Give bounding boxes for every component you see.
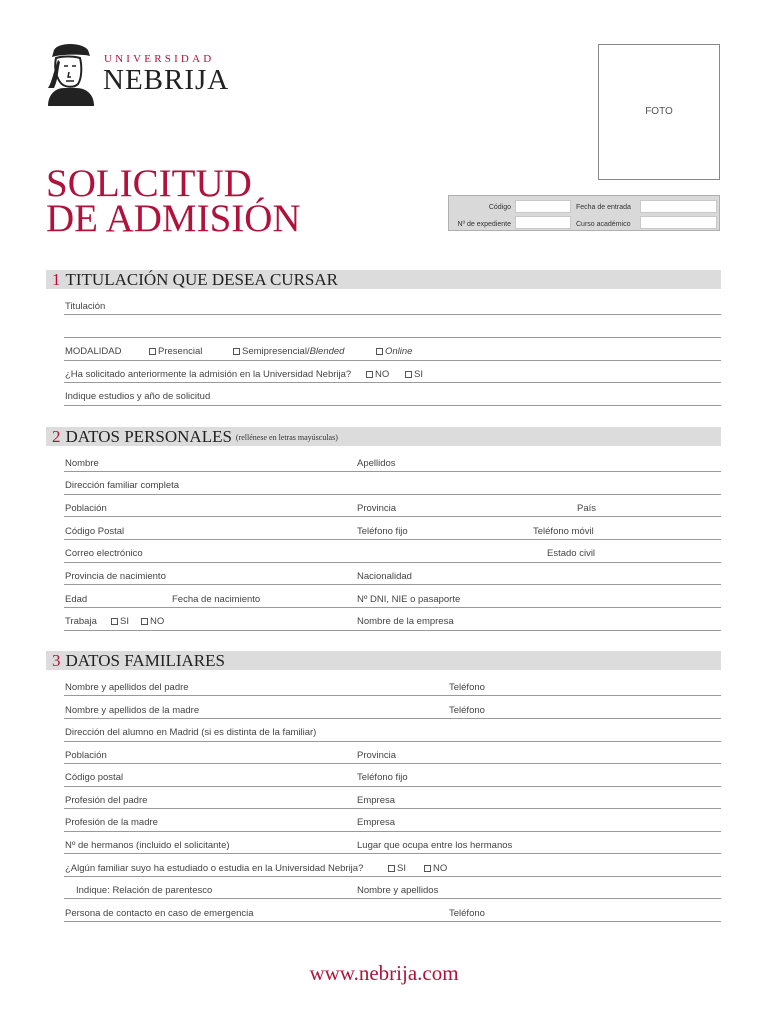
checkbox[interactable] bbox=[388, 865, 395, 872]
pais-label: País bbox=[577, 503, 597, 514]
website-url[interactable]: www.nebrija.com bbox=[309, 961, 459, 985]
madre-line[interactable] bbox=[64, 718, 721, 719]
edad-label: Edad bbox=[65, 594, 88, 605]
checkbox[interactable] bbox=[405, 371, 412, 378]
familiar-si-option[interactable] bbox=[388, 864, 406, 874]
section1-number: 1 bbox=[52, 270, 61, 289]
nombre-apellidos-label: Nombre y apellidos bbox=[357, 885, 439, 896]
codigo-postal-label: Código Postal bbox=[65, 526, 125, 537]
blended-label: Blended bbox=[309, 346, 345, 357]
expediente-field[interactable] bbox=[515, 216, 571, 229]
direccion-label: Dirección familiar completa bbox=[65, 480, 180, 491]
direccion-line[interactable] bbox=[64, 494, 721, 495]
poblacion-madrid-line[interactable] bbox=[64, 763, 721, 764]
no-label: NO bbox=[150, 616, 165, 627]
estado-civil-label: Estado civil bbox=[547, 548, 596, 559]
previous-si-option[interactable] bbox=[405, 370, 423, 380]
no-label: NO bbox=[375, 369, 390, 380]
nebrija-portrait-icon bbox=[44, 42, 96, 106]
telefono-fijo-madrid-label: Teléfono fijo bbox=[357, 772, 408, 783]
codigo-postal-line[interactable] bbox=[64, 539, 721, 540]
parentesco-line[interactable] bbox=[64, 898, 721, 899]
madre-label: Nombre y apellidos de la madre bbox=[65, 705, 200, 716]
lugar-hermanos-label: Lugar que ocupa entre los hermanos bbox=[357, 840, 513, 851]
emergencia-label: Persona de contacto en caso de emergencia bbox=[65, 908, 254, 919]
section2-heading: DATOS PERSONALES bbox=[65, 427, 232, 446]
hermanos-label: Nº de hermanos (incluido el solicitante) bbox=[65, 840, 230, 851]
section3-number: 3 bbox=[52, 651, 61, 670]
section2-note: (rellénese en letras mayúsculas) bbox=[235, 433, 338, 442]
familiar-line bbox=[64, 876, 721, 877]
parentesco-label: Indique: Relación de parentesco bbox=[76, 885, 213, 896]
studies-line[interactable] bbox=[64, 405, 721, 406]
previous-question: ¿Ha solicitado anteriormente la admisión en la Universidad Nebrija? bbox=[65, 369, 352, 380]
correo-line[interactable] bbox=[64, 562, 721, 563]
telefono-madre-label: Teléfono bbox=[449, 705, 485, 716]
trabaja-label: Trabaja bbox=[65, 616, 97, 627]
telefono-fijo-label: Teléfono fijo bbox=[357, 526, 408, 537]
dni-label: Nº DNI, NIE o pasaporte bbox=[357, 594, 461, 605]
section2-title bbox=[52, 428, 338, 445]
presencial-label: Presencial bbox=[158, 346, 203, 357]
checkbox[interactable] bbox=[149, 348, 156, 355]
previous-line bbox=[64, 382, 721, 383]
titulacion-label: Titulación bbox=[65, 301, 106, 312]
telefono-padre-label: Teléfono bbox=[449, 682, 485, 693]
telefono-movil-label: Teléfono móvil bbox=[533, 526, 594, 537]
section3-heading: DATOS FAMILIARES bbox=[65, 651, 225, 670]
online-option[interactable] bbox=[376, 347, 412, 357]
si-label: SI bbox=[397, 863, 406, 874]
section3-title bbox=[52, 652, 225, 669]
empresa-label: Nombre de la empresa bbox=[357, 616, 454, 627]
section1-title bbox=[52, 271, 338, 288]
provincia-nacimiento-label: Provincia de nacimiento bbox=[65, 571, 166, 582]
checkbox[interactable] bbox=[141, 618, 148, 625]
padre-line[interactable] bbox=[64, 695, 721, 696]
nombre-line[interactable] bbox=[64, 471, 721, 472]
si-label: SI bbox=[120, 616, 129, 627]
checkbox[interactable] bbox=[376, 348, 383, 355]
trabaja-si-option[interactable] bbox=[111, 617, 129, 627]
edad-line[interactable] bbox=[64, 607, 721, 608]
nacionalidad-label: Nacionalidad bbox=[357, 571, 412, 582]
nombre-label: Nombre bbox=[65, 458, 99, 469]
padre-label: Nombre y apellidos del padre bbox=[65, 682, 189, 693]
empresa-padre-label: Empresa bbox=[357, 795, 396, 806]
curso-field[interactable] bbox=[640, 216, 717, 229]
checkbox[interactable] bbox=[424, 865, 431, 872]
semipresencial-label: Semipresencial/ bbox=[242, 346, 310, 357]
section1-heading: TITULACIÓN QUE DESEA CURSAR bbox=[65, 270, 338, 289]
titulacion-line[interactable] bbox=[64, 314, 721, 315]
page-title-line2: DE ADMISIÓN bbox=[46, 197, 301, 240]
semipresencial-option[interactable] bbox=[233, 347, 344, 357]
familiar-question: ¿Algún familiar suyo ha estudiado o estudia en la Universidad Nebrija? bbox=[65, 863, 364, 874]
profesion-padre-label: Profesión del padre bbox=[65, 795, 148, 806]
codigo-field[interactable] bbox=[515, 200, 571, 213]
provincia-madrid-label: Provincia bbox=[357, 750, 397, 761]
studies-label: Indique estudios y año de solicitud bbox=[65, 391, 211, 402]
photo-box[interactable] bbox=[598, 44, 720, 180]
fecha-entrada-field[interactable] bbox=[640, 200, 717, 213]
apellidos-label: Apellidos bbox=[357, 458, 396, 469]
poblacion-line[interactable] bbox=[64, 516, 721, 517]
no-label: NO bbox=[433, 863, 448, 874]
online-label: Online bbox=[385, 346, 413, 357]
telefono-emergencia-label: Teléfono bbox=[449, 908, 485, 919]
correo-label: Correo electrónico bbox=[65, 548, 143, 559]
empresa-madre-label: Empresa bbox=[357, 817, 396, 828]
office-use-box bbox=[448, 195, 720, 231]
profesion-madre-label: Profesión de la madre bbox=[65, 817, 158, 828]
provincia-label: Provincia bbox=[357, 503, 397, 514]
logo-big-text: NEBRIJA bbox=[103, 64, 230, 96]
checkbox[interactable] bbox=[366, 371, 373, 378]
page-title-line1: SOLICITUD bbox=[46, 162, 252, 205]
codigo-label: Código bbox=[488, 204, 511, 211]
checkbox[interactable] bbox=[233, 348, 240, 355]
trabaja-line[interactable] bbox=[64, 630, 721, 631]
codigo-postal-madrid-line[interactable] bbox=[64, 786, 721, 787]
logo-small-text: UNIVERSIDAD bbox=[104, 53, 215, 65]
section2-number: 2 bbox=[52, 427, 61, 446]
hermanos-line[interactable] bbox=[64, 853, 721, 854]
nacimiento-line[interactable] bbox=[64, 584, 721, 585]
fecha-nacimiento-label: Fecha de nacimiento bbox=[172, 594, 261, 605]
photo-label: FOTO bbox=[645, 106, 673, 117]
poblacion-madrid-label: Población bbox=[65, 750, 107, 761]
fecha-entrada-label: Fecha de entrada bbox=[576, 204, 631, 211]
emergencia-line[interactable] bbox=[64, 921, 721, 922]
profesion-padre-line[interactable] bbox=[64, 808, 721, 809]
profesion-madre-line[interactable] bbox=[64, 831, 721, 832]
direccion-madrid-line[interactable] bbox=[64, 741, 721, 742]
presencial-option[interactable] bbox=[149, 347, 202, 357]
trabaja-no-option[interactable] bbox=[141, 617, 164, 627]
modalidad-line bbox=[64, 360, 721, 361]
expediente-label: Nº de expediente bbox=[457, 221, 511, 228]
direccion-madrid-label: Dirección del alumno en Madrid (si es distinta de la familiar) bbox=[65, 727, 317, 738]
previous-no-option[interactable] bbox=[366, 370, 389, 380]
poblacion-label: Población bbox=[65, 503, 107, 514]
curso-label: Curso académico bbox=[576, 221, 631, 228]
codigo-postal-madrid-label: Código postal bbox=[65, 772, 124, 783]
modalidad-label: MODALIDAD bbox=[65, 346, 122, 357]
titulacion-line-2[interactable] bbox=[64, 337, 721, 338]
checkbox[interactable] bbox=[111, 618, 118, 625]
familiar-no-option[interactable] bbox=[424, 864, 447, 874]
si-label: SI bbox=[414, 369, 423, 380]
